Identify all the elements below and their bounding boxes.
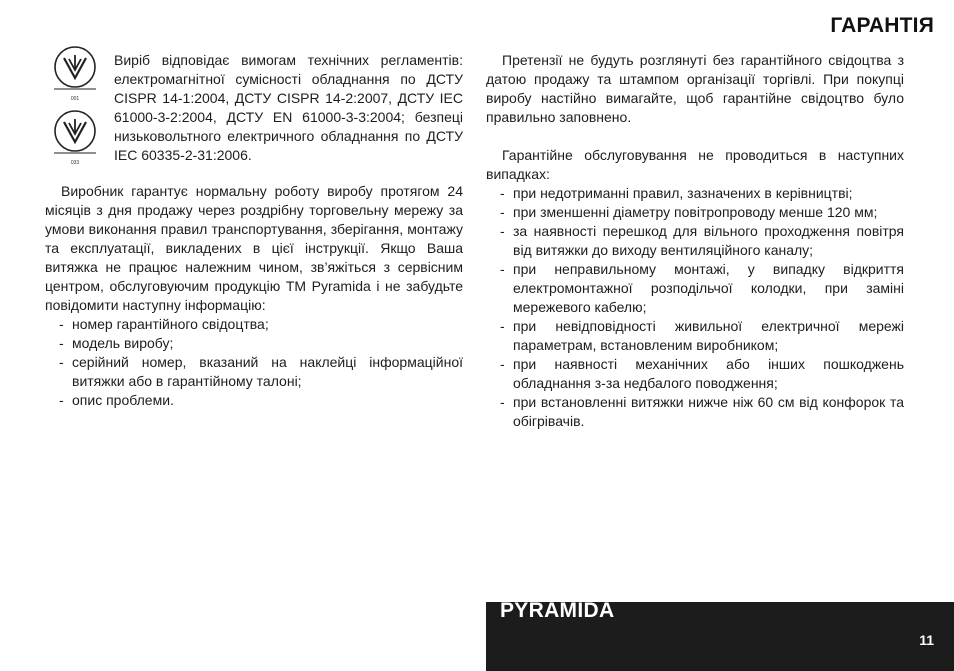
compliance-statement: Виріб відповідає вимогам технічних регламентів: електромагнітної сумісності обладнання по ДСТУ CISPR 14-1:2004, ДСТУ CISPR 14-2:2007, ДСТУ IEC 61000-3-2:2004, ДСТУ EN 61000-3-3:2004; безпеці низьковольтного електричного обладнання по ДСТУ IEC 60335-2-31:2006. [114, 52, 463, 163]
page-title: ГАРАНТІЯ [830, 14, 934, 37]
footer-bar [486, 599, 954, 671]
brand-logo: PYRAMIDA [500, 599, 615, 622]
list-item: - опис проблеми. [45, 391, 463, 410]
list-item: - при невідповідності живильної електричної мережі параметрам, встановленим виробником; [486, 317, 904, 355]
warranty-terms-paragraph: Виробник гарантує нормальну роботу виробу протягом 24 місяців з дня продажу через роздрібну торговельну мережу за умови виконання правил транспортування, зберігання, монтажу та експлуатації, викладених в цієї інструкції. Якщо Ваша витяжка не працює належним чином, зв’яжіться з сервісним центром, обслуговуючим продукцію ТМ Pyramida і не забудьте повідомити наступну інформацію: [45, 183, 463, 313]
ukrainian-conformity-mark-icon [50, 106, 100, 156]
conformity-mark-1 [50, 42, 100, 102]
conformity-mark-2 [50, 106, 100, 166]
list-item: - при встановленні витяжки нижче ніж 60 см від конфорок та обігрівачів. [486, 393, 904, 431]
list-item: - модель виробу; [45, 334, 463, 353]
list-item: - за наявності перешкод для вільного проходження повітря від витяжки до виходу вентиляційного каналу; [486, 222, 904, 260]
list-item: - при неправильному монтажі, у випадку відкриття електромонтажної розподільчої колодки, при заміні мережевого кабелю; [486, 260, 904, 317]
page-number: 11 [919, 632, 934, 648]
conformity-mark-code: 001 [70, 96, 80, 102]
report-info-list [45, 315, 463, 410]
exclusions-intro: Гарантійне обслуговування не проводиться в наступних випадках: [486, 147, 904, 182]
ukrainian-conformity-mark-icon [50, 42, 100, 92]
conformity-mark-code: 033 [70, 160, 80, 166]
list-item: - серійний номер, вказаний на наклейці інформаційної витяжки або в гарантійному талоні; [45, 353, 463, 391]
certification-marks [50, 42, 100, 166]
list-item: - при недотриманні правил, зазначених в керівництві; [486, 184, 904, 203]
list-item: - при зменшенні діаметру повітропроводу менше 120 мм; [486, 203, 904, 222]
warranty-right-column [486, 51, 904, 431]
exclusions-list [486, 184, 904, 431]
list-item: - при наявності механічних або інших пошкоджень обладнання з-за недбалого поводження; [486, 355, 904, 393]
warranty-left-column [45, 182, 463, 410]
claims-paragraph: Претензії не будуть розглянуті без гарантійного свідоцтва з датою продажу та штампом організації торгівлі. При покупці виробу настійно вимагайте, щоб гарантійне свідоцтво було правильно заповнено. [486, 52, 904, 125]
list-item: - номер гарантійного свідоцтва; [45, 315, 463, 334]
